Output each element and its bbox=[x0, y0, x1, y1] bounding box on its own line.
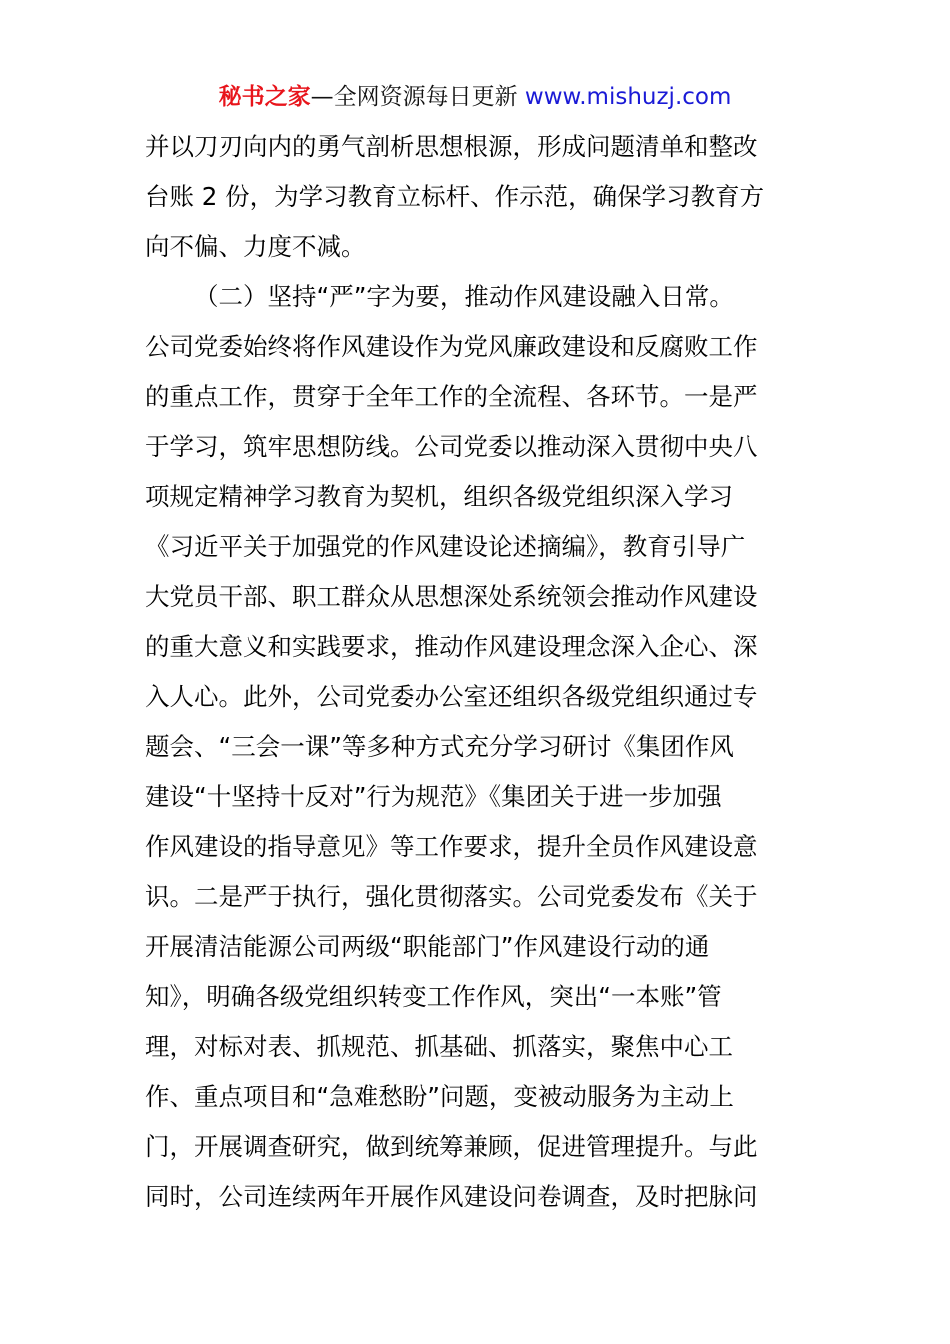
body-line: 作风建设的指导意见》等工作要求，提升全员作风建设意 bbox=[145, 832, 758, 861]
body-line: 《习近平关于加强党的作风建设论述摘编》，教育引导广 bbox=[145, 532, 746, 561]
body-line: 公司党委始终将作风建设作为党风廉政建设和反腐败工作 bbox=[145, 332, 758, 361]
body-line: 识。二是严于执行，强化贯彻落实。公司党委发布《关于 bbox=[145, 882, 758, 911]
body-line: 理，对标对表、抓规范、抓基础、抓落实，聚焦中心工 bbox=[145, 1032, 733, 1061]
section-heading: （二）坚持“严”字为要，推动作风建设融入日常。 bbox=[194, 282, 734, 311]
body-line: 开展清洁能源公司两级“职能部门”作风建设行动的通 bbox=[145, 932, 710, 961]
body-line: 知》，明确各级党组织转变工作作风，突出“一本账”管 bbox=[145, 982, 722, 1011]
body-line: 门，开展调查研究，做到统筹兼顾，促进管理提升。与此 bbox=[145, 1132, 758, 1161]
body-line: 的重大意义和实践要求，推动作风建设理念深入企心、深 bbox=[145, 632, 758, 661]
body-line: 大党员干部、职工群众从思想深处系统领会推动作风建设 bbox=[145, 582, 758, 611]
body-line: 作、重点项目和“急难愁盼”问题，变被动服务为主动上 bbox=[145, 1082, 734, 1111]
body-line: 台账 2 份，为学习教育立标杆、作示范，确保学习教育方 bbox=[145, 182, 765, 211]
body-line: 向不偏、力度不减。 bbox=[145, 232, 366, 261]
document-body bbox=[145, 124, 807, 1224]
body-line: 项规定精神学习教育为契机，组织各级党组织深入学习 bbox=[145, 482, 733, 511]
site-tagline: —全网资源每日更新 bbox=[310, 84, 518, 110]
body-line: 并以刀刃向内的勇气剖析思想根源，形成问题清单和整改 bbox=[145, 132, 758, 161]
body-line: 建设“十坚持十反对”行为规范》《集团关于进一步加强 bbox=[145, 782, 722, 811]
site-header bbox=[0, 79, 950, 115]
body-line: 同时，公司连续两年开展作风建设问卷调查，及时把脉问 bbox=[145, 1182, 758, 1211]
site-url-link[interactable]: www.mishuzj.com bbox=[524, 84, 732, 110]
body-line: 于学习，筑牢思想防线。公司党委以推动深入贯彻中央八 bbox=[145, 432, 758, 461]
body-line: 入人心。此外，公司党委办公室还组织各级党组织通过专 bbox=[145, 682, 758, 711]
body-line: 题会、“三会一课”等多种方式充分学习研讨《集团作风 bbox=[145, 732, 734, 761]
body-line: 的重点工作，贯穿于全年工作的全流程、各环节。一是严 bbox=[145, 382, 758, 411]
site-brand: 秘书之家 bbox=[218, 84, 311, 110]
